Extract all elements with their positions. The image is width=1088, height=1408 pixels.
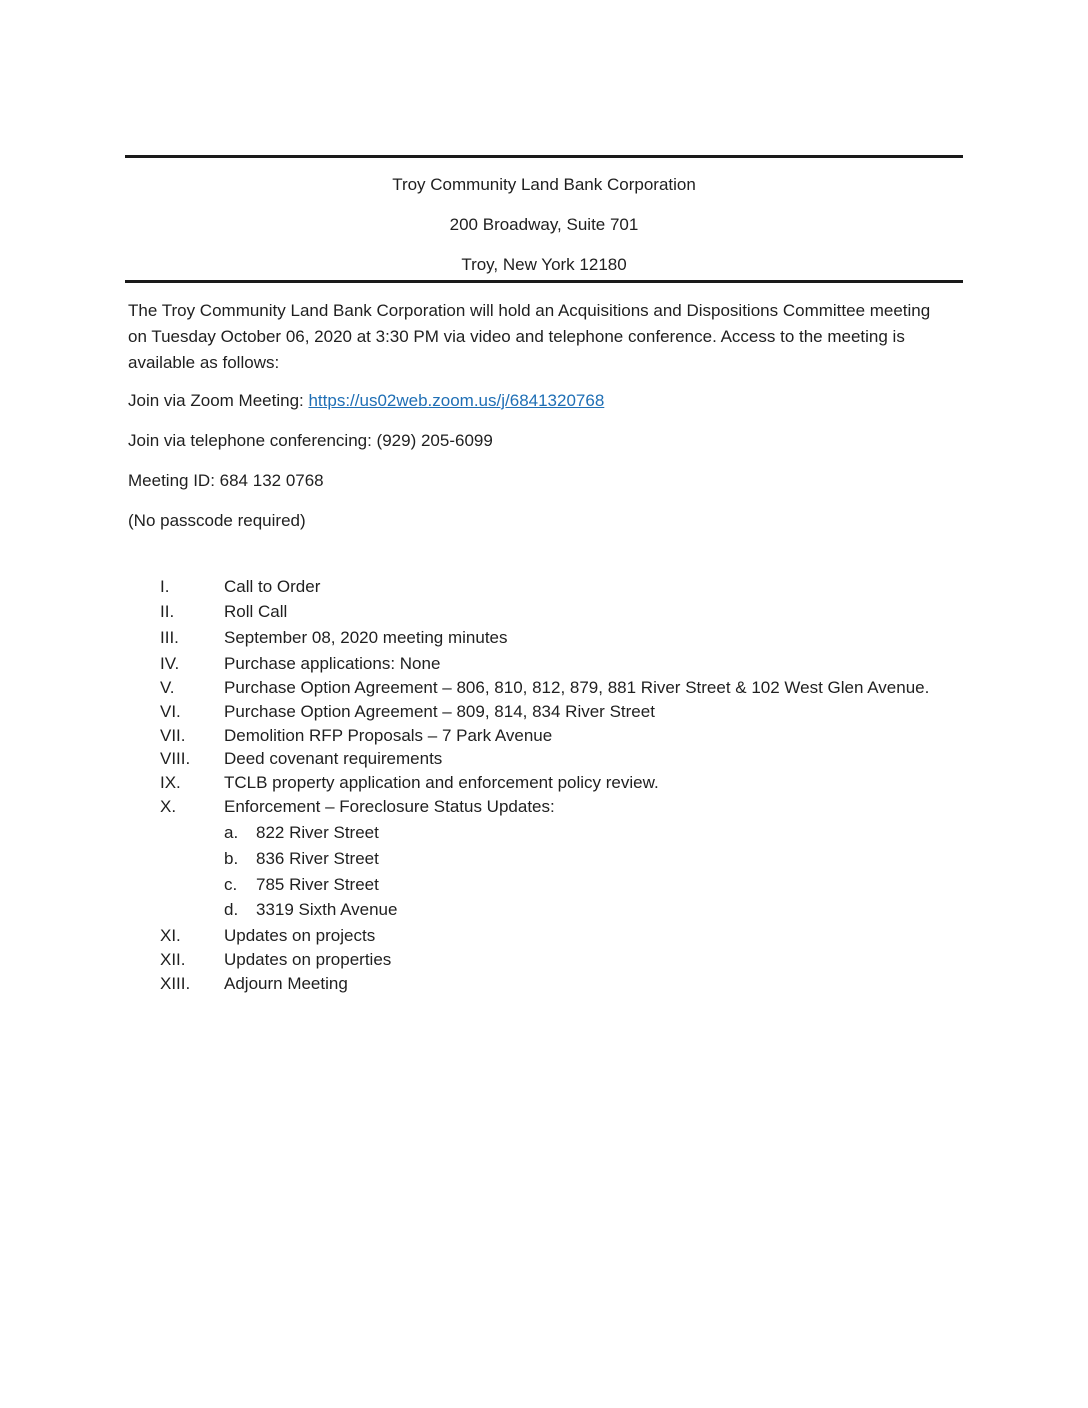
agenda-item-text: TCLB property application and enforcement policy review.	[224, 773, 659, 792]
agenda-sub-item-letter: d.	[224, 900, 239, 919]
agenda-item	[0, 701, 1088, 723]
agenda-item-text: Updates on projects	[224, 926, 376, 945]
intro-paragraph: The Troy Community Land Bank Corporation will hold an Acquisitions and Dispositions Committee meeting on Tuesday October 06, 2020 at 3:30 PM via video and telephone conference. Access to the meeting is available as follows:	[128, 301, 931, 372]
agenda-item-number: II.	[160, 602, 175, 621]
agenda-item-number: X.	[160, 797, 177, 816]
header-bottom-rule	[125, 280, 963, 283]
header-top-rule	[125, 155, 963, 158]
agenda-sub-item-letter: a.	[224, 823, 239, 842]
address-line: 200 Broadway, Suite 701	[449, 215, 639, 234]
agenda-item	[0, 627, 1088, 649]
agenda-sub-item	[0, 899, 1088, 921]
agenda-item-number: XII.	[160, 950, 186, 969]
agenda-sub-item-text: 785 River Street	[256, 875, 379, 894]
agenda-sub-item	[0, 822, 1088, 844]
agenda-item-text: Call to Order	[224, 577, 321, 596]
meeting-id-line: Meeting ID: 684 132 0768	[128, 471, 324, 490]
agenda-item	[0, 725, 1088, 747]
agenda-item-number: I.	[160, 577, 170, 596]
agenda-item	[0, 653, 1088, 675]
agenda-item-text: Deed covenant requirements	[224, 749, 443, 768]
agenda-item	[0, 973, 1088, 995]
agenda-sub-item	[0, 848, 1088, 870]
agenda-item	[0, 925, 1088, 947]
agenda-item	[0, 772, 1088, 794]
agenda-item-text: Roll Call	[224, 602, 288, 621]
agenda-sub-item-text: 822 River Street	[256, 823, 379, 842]
agenda-sub-item-text: 836 River Street	[256, 849, 379, 868]
agenda-item	[0, 796, 1088, 818]
agenda-item	[0, 576, 1088, 598]
zoom-label: Join via Zoom Meeting:	[128, 391, 309, 410]
agenda-item-number: V.	[160, 678, 175, 697]
agenda-item	[0, 949, 1088, 971]
agenda-sub-item-text: 3319 Sixth Avenue	[256, 900, 398, 919]
agenda-item-number: IX.	[160, 773, 181, 792]
city-line: Troy, New York 12180	[461, 255, 627, 274]
phone-line: Join via telephone conferencing: (929) 205-6099	[128, 431, 493, 450]
agenda-item-text: Enforcement – Foreclosure Status Updates:	[224, 797, 555, 816]
agenda-sub-item-letter: c.	[224, 875, 238, 894]
passcode-line: (No passcode required)	[128, 511, 306, 530]
agenda-item-number: IV.	[160, 654, 180, 673]
org-name: Troy Community Land Bank Corporation	[392, 175, 696, 194]
agenda-item-text: Updates on properties	[224, 950, 392, 969]
agenda-item-number: XI.	[160, 926, 181, 945]
agenda-item-number: VI.	[160, 702, 181, 721]
agenda-item	[0, 677, 1088, 699]
agenda-item-text: Demolition RFP Proposals – 7 Park Avenue	[224, 726, 553, 745]
agenda-item-text: Adjourn Meeting	[224, 974, 348, 993]
agenda-item-number: III.	[160, 628, 179, 647]
agenda-sub-item-letter: b.	[224, 849, 239, 868]
agenda-item-text: Purchase Option Agreement – 806, 810, 812, 879, 881 River Street & 102 West Glen Avenue.	[224, 678, 930, 697]
zoom-line	[128, 390, 604, 412]
agenda-item-number: VIII.	[160, 749, 191, 768]
zoom-link[interactable]: https://us02web.zoom.us/j/6841320768	[308, 391, 605, 410]
agenda-item-number: XIII.	[160, 974, 191, 993]
agenda-item	[0, 748, 1088, 770]
agenda-sub-item	[0, 874, 1088, 896]
agenda-item-text: September 08, 2020 meeting minutes	[224, 628, 508, 647]
agenda-item-text: Purchase Option Agreement – 809, 814, 834 River Street	[224, 702, 655, 721]
agenda-item-text: Purchase applications: None	[224, 654, 441, 673]
agenda-item-number: VII.	[160, 726, 186, 745]
agenda-item	[0, 601, 1088, 623]
